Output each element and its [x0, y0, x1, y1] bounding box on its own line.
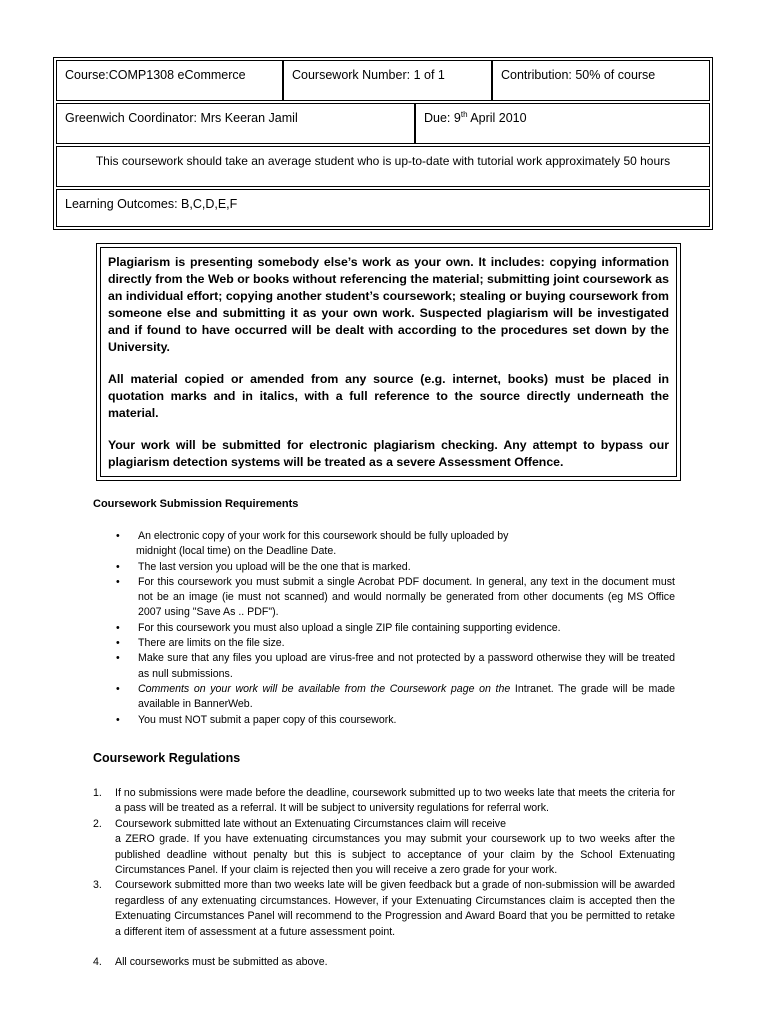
bullet-icon: • [116, 713, 120, 726]
plagiarism-notice-box [96, 243, 681, 481]
list-item: 3. Coursework submitted more than two weeks late will be given feedback but a grade of non-submission will be awarded regardless of any extenuating circumstances. However, if your Extenuating Circumstances claim is accepted then the Extenuating Circumstances Panel will recommend to the Progression and Award Board that you be permitted to retake a different item of assessment at a future assessment point. [93, 879, 675, 938]
list-item: • You must NOT submit a paper copy of this coursework. [95, 713, 675, 728]
coordinator-text: Greenwich Coordinator: Mrs Keeran Jamil [65, 111, 298, 125]
list-item: • There are limits on the file size. [95, 636, 675, 651]
bullet-icon: • [116, 652, 120, 665]
coursework-number-cell [283, 60, 492, 101]
list-item: • The last version you upload will be the one that is marked. [95, 560, 675, 575]
due-superscript: th [460, 109, 468, 119]
plagiarism-paragraph-1: Plagiarism is presenting somebody else’s work as your own. It includes: copying information directly from the Web or books without referencing the material; submitting joint coursework as an individual effort; copying another student’s coursework; stealing or buying coursework from someone else and submitting it as your own work. Suspected plagiarism will be investigated and if found to have occurred will be dealt with according to the procedures set down by the University. [108, 255, 669, 354]
regulations-list [93, 786, 675, 970]
course-cell [56, 60, 283, 101]
due-prefix: Due: 9 [424, 111, 461, 125]
hours-note-cell [56, 146, 710, 187]
coursework-header-table [53, 57, 713, 230]
list-item: 4. All courseworks must be submitted as above. [93, 956, 328, 969]
bullet-icon: • [116, 560, 120, 573]
learning-outcomes-text: Learning Outcomes: B,C,D,E,F [65, 197, 238, 211]
contribution-text: Contribution: 50% of course [501, 68, 656, 82]
plagiarism-paragraph-3: Your work will be submitted for electronic plagiarism checking. Any attempt to bypass our plagiarism detection systems will be treated as a severe Assessment Offence. [108, 438, 669, 469]
due-suffix: April 2010 [467, 111, 527, 125]
list-item: • An electronic copy of your work for this coursework should be fully uploaded by midnight (local time) on the Deadline Date. [116, 530, 509, 558]
bullet-icon: • [116, 637, 120, 650]
due-date-cell [415, 103, 710, 144]
list-item: • For this coursework you must also upload a single ZIP file containing supporting evidence. [95, 621, 675, 636]
bullet-icon: • [116, 682, 120, 695]
bullet-icon: • [116, 530, 120, 542]
submission-requirements-heading: Coursework Submission Requirements [93, 498, 299, 510]
list-item: 2. Coursework submitted late without an Extenuating Circumstances claim will receive a ZERO grade. If you have extenuating circumstances you may submit your coursework up to two weeks after the published deadline without penalty but this is subject to acceptance of your claim by the School Extenuating Circumstances Panel. If your claim is rejected then you will receive a zero grade for your work. [93, 817, 675, 877]
list-item: 1. If no submissions were made before the deadline, coursework submitted up to two weeks late that meets the criteria for a pass will be treated as a referral. It will be subject to university regulations for referral work. [93, 787, 675, 815]
bullet-icon: • [116, 621, 120, 634]
coursework-number-text: Coursework Number: 1 of 1 [292, 68, 445, 82]
list-item: • For this coursework you must submit a single Acrobat PDF document. In general, any text in the document must not be an image (ie must not scanned) and would normally be generated from other documents (eg MS Office 2007 using "Save As .. PDF"). [116, 575, 675, 619]
bullet-icon: • [116, 575, 120, 588]
hours-note-text: This coursework should take an average student who is up-to-date with tutorial work approximately 50 hours [95, 154, 671, 168]
plagiarism-paragraph-2: All material copied or amended from any source (e.g. internet, books) must be placed in quotation marks and in italics, with a full reference to the source directly underneath the material. [108, 372, 669, 420]
coordinator-cell [56, 103, 415, 144]
submission-requirements-list [95, 529, 675, 728]
contribution-cell [492, 60, 710, 101]
regulations-heading: Coursework Regulations [93, 751, 241, 765]
list-item: • Make sure that any files you upload are virus-free and not protected by a password otherwise they will be treated as null submissions. [116, 652, 675, 680]
list-item: • Comments on your work will be available from the Coursework page on the Intranet. The grade will be made available in BannerWeb. [116, 682, 675, 711]
course-text: Course:COMP1308 eCommerce [65, 68, 246, 82]
learning-outcomes-cell [56, 189, 710, 227]
